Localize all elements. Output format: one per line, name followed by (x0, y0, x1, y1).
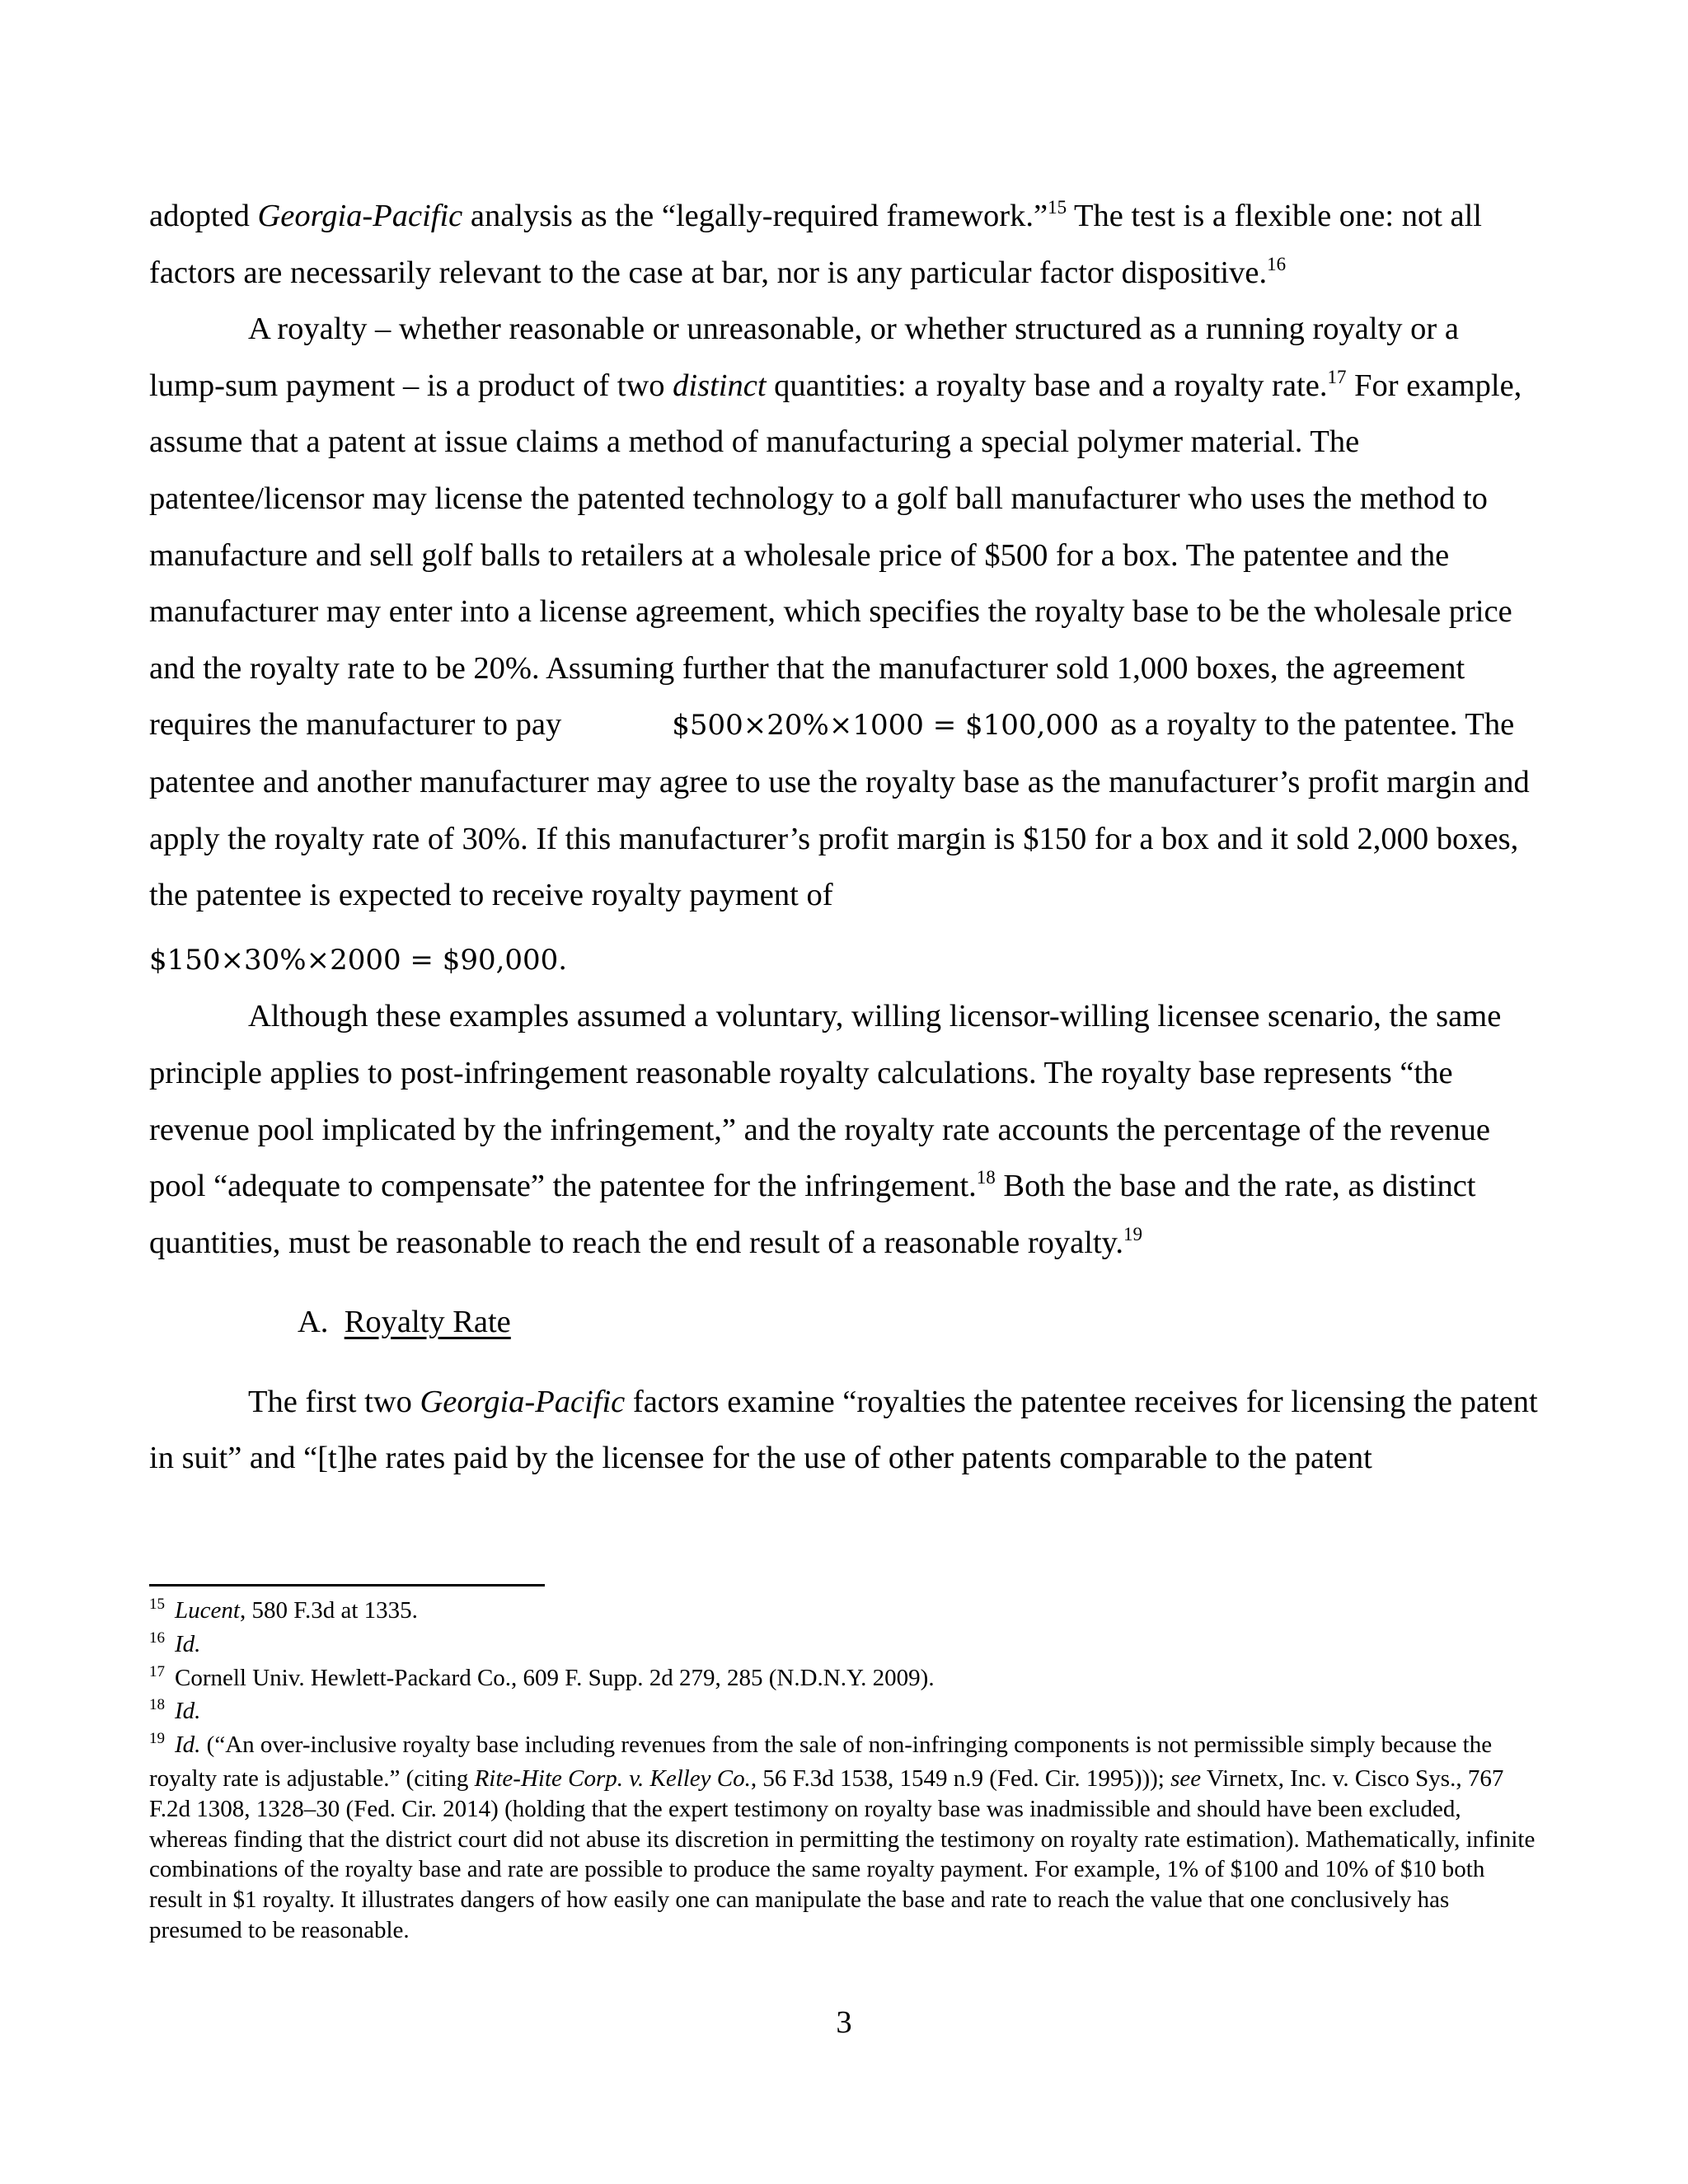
royalty-equation-2: $150×30%×2000 = $90,000. (149, 943, 568, 977)
footnote-ref-15[interactable]: 15 (1048, 197, 1067, 218)
paragraph-2: A royalty – whether reasonable or unreasonable, or whether structured as a running royalty or a lump-sum payment – is a product of two distinct quantities: a royalty base and a royalty rate.$^{17}$ For example, assume that a patent at issue claims a method of manufacturing a special polymer material. The patentee/licensor may license the patented technology to a golf ball manufacturer who uses the method to manufacture and sell golf balls to retailers at a wholesale price of $500 for a box. The patentee and the manufacturer may enter into a license agreement, which specifies the royalty base to be the wholesale price and the royalty rate to be 20%. Assuming further that the manufacturer sold 1,000 boxes, the agreement requires the manufacturer to pay $500×20%×1000 = $100,000 as a royalty to the patentee. The patentee and another manufacturer may agree to use the royalty base as the manufacturer’s profit margin and apply the royalty rate of 30%. If this manufacturer’s profit margin is $150 for a box and it sold 2,000 boxes, the patentee is expected to receive royalty payment of (149, 312, 1530, 913)
royalty-equation-1: $500×20%×1000 = $100,000 (672, 709, 1100, 743)
paragraph-3: Although these examples assumed a voluntary, willing licensor-willing licensee scenario, the same principle applies to post-infringement reasonable royalty calculations. The royalty base represents “the revenue pool implicated by the infringement,” and the royalty rate accounts the percentage of the revenue pool “adequate to compensate” the patentee for the infringement.$^{18}$ Both the base and the rate, as distinct quantities, must be reasonable to reach the end result of a reasonable royalty.$^{19}$ (149, 999, 1502, 1260)
footnotes (149, 1596, 1542, 1946)
footnote-19: $^{19}$ Id. (“An over-inclusive royalty base including revenues from the sale of non-infringing components is not permissible simply because the royalty rate is adjustable.” (citing Rite-Hite Corp. v. Kelley Co., 56 F.3d 1538, 1549 n.9 (Fed. Cir. 1995))); see Virnetx, Inc. v. Cisco Sys., 767 F.2d 1308, 1328–30 (Fed. Cir. 2014) (holding that the expert testimony on royalty base was inadmissible and should have been excluded, whereas finding that the district court did not abuse its discretion in permitting the testimony on royalty rate estimation). Mathematically, infinite combinations of the royalty base and rate are possible to produce the same royalty payment. For example, 1% of $100 and 10% of $10 both result in $1 royalty. It illustrates dangers of how easily one can manipulate the base and rate to reach the value that one conclusively has presumed to be reasonable. (149, 1730, 1536, 1943)
footnote-separator (149, 1584, 545, 1586)
paragraph-1: adopted Georgia-Pacific analysis as the “legally-required framework.”$^{15}$ The test is a flexible one: not all factors are necessarily relevant to the case at bar, nor is any particular factor dispositive.$^{16}$ (149, 197, 1483, 290)
footnote-16: $^{16}$ Id. (149, 1629, 201, 1657)
footnote-ref-19[interactable]: 19 (1123, 1223, 1143, 1244)
footnote-ref-16[interactable]: 16 (1267, 253, 1287, 274)
footnote-17: $^{17}$ Cornell Univ. Hewlett-Packard Co., 609 F. Supp. 2d 279, 285 (N.D.N.Y. 2009). (149, 1662, 935, 1691)
section-heading-royalty-rate: A. Royalty Rate (298, 1305, 511, 1340)
footnote-ref-18[interactable]: 18 (976, 1167, 996, 1188)
paragraph-4: The first two Georgia-Pacific factors examine “royalties the patentee receives for licensing the patent in suit” and “[t]he rates paid by the licensee for the use of other patents comparable to the patent (149, 1384, 1538, 1476)
footnote-ref-17[interactable]: 17 (1327, 366, 1347, 387)
footnote-15: $^{15}$ Lucent, 580 F.3d at 1335. (149, 1596, 418, 1624)
body-text (149, 188, 1542, 1487)
footnote-18: $^{18}$ Id. (149, 1696, 201, 1725)
page-number: 3 (836, 2005, 852, 2040)
